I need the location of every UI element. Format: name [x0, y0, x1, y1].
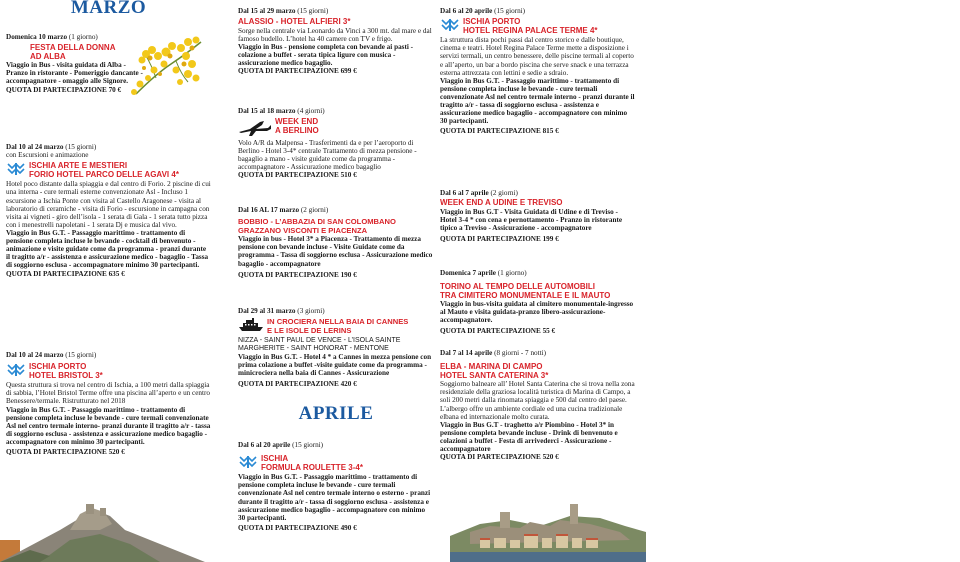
trip-alassio	[238, 6, 434, 76]
trip-services: Viaggio in bus - Hotel 3* a Piacenza - Trattamento di mezza pensione con bevande incluse - Visite Guidate come da programma - Tassa di soggiorno esclusa - Assicurazione medico bagaglio - accompagnatore	[238, 235, 433, 268]
trip-description: Questa struttura si trova nel centro di Ischia, a 100 metri dalla spiaggia di sabbia, l’Hotel Bristol Terme offre una piscina all’aperto e un centro Benessere/termale. Ristrutturato nel 2018	[6, 381, 211, 406]
trip-price: QUOTA DI PARTECIPAZIONE 55 €	[440, 326, 556, 335]
trip-services: Viaggio in Bus G.T. - Passaggio marittimo - trattamento di pensione completa incluse le bevande - cure termali convenzionate Asl nel centro termale interno o esterno - pranzi durante il tragitto a/r - tassa di soggiorno esclusa - assistenza e assicurazione medico bagaglio - accompagnatore con minimo 30 partecipanti.	[238, 473, 431, 522]
trip-subtitle: HOTEL BRISTOL 3*	[29, 370, 103, 380]
trip-services: Viaggio in Bus G.T. - Passaggio marittimo - trattamento di pensione completa incluse le bevande - cocktail di benvenuto -animazione e visite guidate come da programma - pranzi durante il tragitto a/r - assistenza e assicurazione medico - bagaglio - Tassa di soggiorno esclusa - accompagnatore minimo 30 partecipanti.	[6, 228, 209, 270]
trip-subtitle: FORMULA ROULETTE 3-4*	[261, 462, 363, 472]
trip-ischia-forio	[6, 142, 211, 279]
harbour-town-photo	[450, 496, 646, 562]
trip-price: QUOTA DI PARTECIPAZIONE 520 €	[6, 448, 125, 457]
trip-ischia-bristol	[6, 350, 211, 456]
trip-description: La struttura dista pochi passi dal centro storico e dalle boutique, cinema e teatri. Hotel Regina Palace Terme mette a disposizione i servizi termali, un centro benessere, delle piscine termali al coperto e all’aperto, un bar a bordo piscina che serve snack e una terrazza esterna attrezzata con lettini e sedie a sdraio.	[440, 36, 634, 77]
trip-price: QUOTA DI PARTECIPAZIONE 490 €	[238, 523, 357, 532]
trip-description: Hotel poco distante dalla spiaggia e dal centro di Forio. 2 piscine di cui una interna - cure termali esterne convenzionate Asl - Incluso 1 escursione a Ischia Ponte con visita al Castello Aragonese - visita al laboratorio di ceramiche - visita di Forio - escursione in campagna con visita ai vigneti - giro dell’isola - 1 serata di Gala - 1 serata tutto pizza con i menestrelli napoletani - 1 serata Dj e musica dal vivo.	[6, 180, 211, 229]
trip-date: Dal 7 al 14 aprile (8 giorni - 7 notti)	[440, 349, 547, 357]
trip-ischia-regina	[440, 6, 636, 136]
trip-services: Viaggio in bus-visita guidata al cimitero monumentale-ingresso al Mauto e visita guidata-pranzo libero-assicurazione-accompagnatore.	[440, 300, 634, 325]
trip-subtitle: TRA CIMITERO MONUMENTALE E IL MAUTO	[440, 290, 611, 300]
trip-price: QUOTA DI PARTECIPAZIONE 699 €	[238, 67, 357, 76]
trip-title: TORINO AL TEMPO DELLE AUTOMOBILI	[440, 282, 595, 292]
trip-price: QUOTA DI PARTECIPAZIONE 510 €	[238, 171, 357, 180]
trip-price: QUOTA DI PARTECIPAZIONE 190 €	[238, 270, 357, 279]
trip-title: WEEK END	[275, 117, 319, 127]
trip-services: Viaggio in Bus - pensione completa con bevande ai pasti - colazione a buffet - serata tipica ligure con musica - assicurazione medico bagaglio.	[238, 42, 414, 68]
trip-elba	[440, 348, 636, 462]
trip-description: Soggiorno balneare all’ Hotel Santa Caterina che si trova nella zona residenziale della graziosa località turistica di Marina di Campo, a soli 200 metri dalla rinomata spiaggia e 500 dal centro del paese. L’albergo offre un ambiente cordiale ed una cucina tradizionale elbana ed internazionale molto curata.	[440, 380, 635, 421]
trip-date: Dal 10 al 24 marzo (15 giorni)	[6, 351, 97, 359]
trip-date: Dal 16 AL 17 marzo (2 giorni)	[238, 206, 329, 214]
trip-date: Dal 29 al 31 marzo (3 giorni)	[238, 307, 325, 315]
trip-berlino	[238, 106, 434, 180]
trip-udine-treviso	[440, 188, 636, 243]
trip-date: Domenica 10 marzo (1 giorno)	[6, 33, 98, 41]
trip-note: con Escursioni e animazione	[6, 151, 89, 160]
trip-subtitle: FORIO HOTEL PARCO DELLE AGAVI 4*	[29, 169, 179, 179]
trip-price: QUOTA DI PARTECIPAZIONE 199 €	[440, 234, 559, 243]
trip-services: Viaggio in Bus G.T. - Hotel 4 * a Cannes in mezza pensione con prima colazione a buffet -visite guidate come da programma - minicrociera nella baia di Cannes - Assicurazione	[238, 353, 432, 378]
trip-title: IN CROCIERA NELLA BAIA DI CANNES	[267, 317, 409, 327]
trip-price: QUOTA DI PARTECIPAZIONE 815 €	[440, 127, 559, 136]
trip-date: Dal 10 al 24 marzo (15 giorni)	[6, 143, 97, 151]
trip-price: QUOTA DI PARTECIPAZIONE 635 €	[6, 270, 125, 279]
trip-title: ALASSIO - HOTEL ALFIERI 3*	[238, 17, 351, 27]
trip-title: ISCHIA PORTO	[29, 362, 87, 372]
trip-date: Domenica 7 aprile (1 giorno)	[440, 269, 527, 277]
trip-date: Dal 6 al 7 aprile (2 giorni)	[440, 189, 518, 197]
trip-description: Sorge nella centrale via Leonardo da Vinci a 300 mt. dal mare e dal famoso budello. L’hotel ha 40 camere con TV e frigo.	[238, 26, 432, 43]
trip-date: Dal 6 al 20 aprile (15 giorni)	[440, 7, 526, 15]
trip-bobbio	[238, 205, 434, 279]
trip-subtitle: HOTEL REGINA PALACE TERME 4*	[463, 25, 598, 35]
castle-photo	[0, 500, 205, 562]
month-title-aprile: APRILE	[298, 403, 374, 424]
ischia-logo-icon	[440, 18, 460, 32]
blank-margin	[646, 0, 960, 562]
trip-subtitle: E LE ISOLE DE LERINS	[267, 325, 352, 335]
trip-subtitle: A BERLINO	[275, 125, 319, 135]
trip-title: ELBA - MARINA DI CAMPO	[440, 362, 543, 372]
trip-torino	[440, 268, 636, 335]
trip-ischia-roulette	[238, 440, 434, 532]
trip-subtitle: AD ALBA	[30, 51, 66, 61]
trip-subtitle: HOTEL SANTA CATERINA 3*	[440, 370, 549, 380]
ischia-logo-icon	[238, 455, 258, 469]
trip-services: Viaggio in Bus G.T - Visita Guidata di Udine e di Treviso - Hotel 3-4 * con cena e pernottamento - Pranzo in ristorante tipico a Treviso - Assicurazione - accompagnatore	[440, 207, 623, 232]
month-title-marzo: MARZO	[70, 0, 147, 18]
cruise-ship-icon	[238, 318, 264, 332]
trip-places: NIZZA - SAINT PAUL DE VENCE - L’ISOLA SAINTE MARGHERITE - SAINT HONORAT - MENTONE	[238, 337, 401, 353]
trip-subtitle: GRAZZANO VISCONTI E PIACENZA	[238, 225, 368, 235]
trip-date: Dal 15 al 29 marzo (15 giorni)	[238, 7, 329, 15]
trip-description: Volo A/R da Malpensa - Trasferimenti da e per l’aeroporto di Berlino - Hotel 3-4* centrale Trattamento di mezza pensione - bagaglio a mano - visite guidate come da programma - accompagnatore - Assicurazione medico bagaglio	[238, 139, 417, 172]
trip-services: Viaggio in Bus G.T. - Passaggio marittimo - trattamento di pensione completa incluse le bevande - cure termali convenzionate Asl nel centro termale interno - pranzi durante il tragitto a/r - tassa di soggiorno esclusa - assistenza e assicurazione medico bagaglio - accompagnatore con minimo 30 partecipanti.	[440, 76, 635, 126]
trip-price: QUOTA DI PARTECIPAZIONE 520 €	[440, 453, 559, 462]
airplane-icon	[238, 118, 272, 138]
trip-services: Viaggio in Bus G.T. - Passaggio marittimo - trattamento di pensione completa incluse le bevande - cure termali convenzionate Asl nel centro termale interno- pranzi durante il tragitto a/r - tassa di soggiorno esclusa - assistenza e assicurazione medico bagaglio - accompagnatore con minimo 30 partecipanti.	[6, 405, 211, 446]
trip-description: Viaggio in Bus - visita guidata di Alba - Pranzo in ristorante - Pomeriggio dancante - accompagnatore - omaggio alle Signore.	[6, 61, 143, 86]
trip-date: Dal 15 al 18 marzo (4 giorni)	[238, 107, 325, 115]
trip-title: BOBBIO - L’ABBAZIA DI SAN COLOMBANO	[238, 217, 396, 227]
trip-date: Dal 6 al 20 aprile (15 giorni)	[238, 441, 324, 449]
trip-title: ISCHIA ARTE E MESTIERI	[29, 161, 128, 171]
trip-title: ISCHIA	[261, 454, 289, 464]
ischia-logo-icon	[6, 162, 26, 176]
trip-price: QUOTA DI PARTECIPAZIONE 420 €	[238, 379, 357, 388]
ischia-logo-icon	[6, 363, 26, 377]
mimosa-flower-icon	[126, 34, 206, 106]
trip-services: Viaggio in Bus G.T - traghetto a/r Piombino - Hotel 3* in pensione completa bevande incluse - Drink di benvenuto e colazioni a buffet - Festa di arrivederci - Assicurazione - accompagnatore	[440, 420, 618, 454]
trip-price: QUOTA DI PARTECIPAZIONE 70 €	[6, 85, 122, 94]
trip-title: ISCHIA PORTO	[463, 17, 521, 27]
trip-title: WEEK END A UDINE E TREVISO	[440, 198, 563, 208]
trip-title: FESTA DELLA DONNA	[30, 43, 116, 53]
trip-cannes	[238, 306, 434, 388]
